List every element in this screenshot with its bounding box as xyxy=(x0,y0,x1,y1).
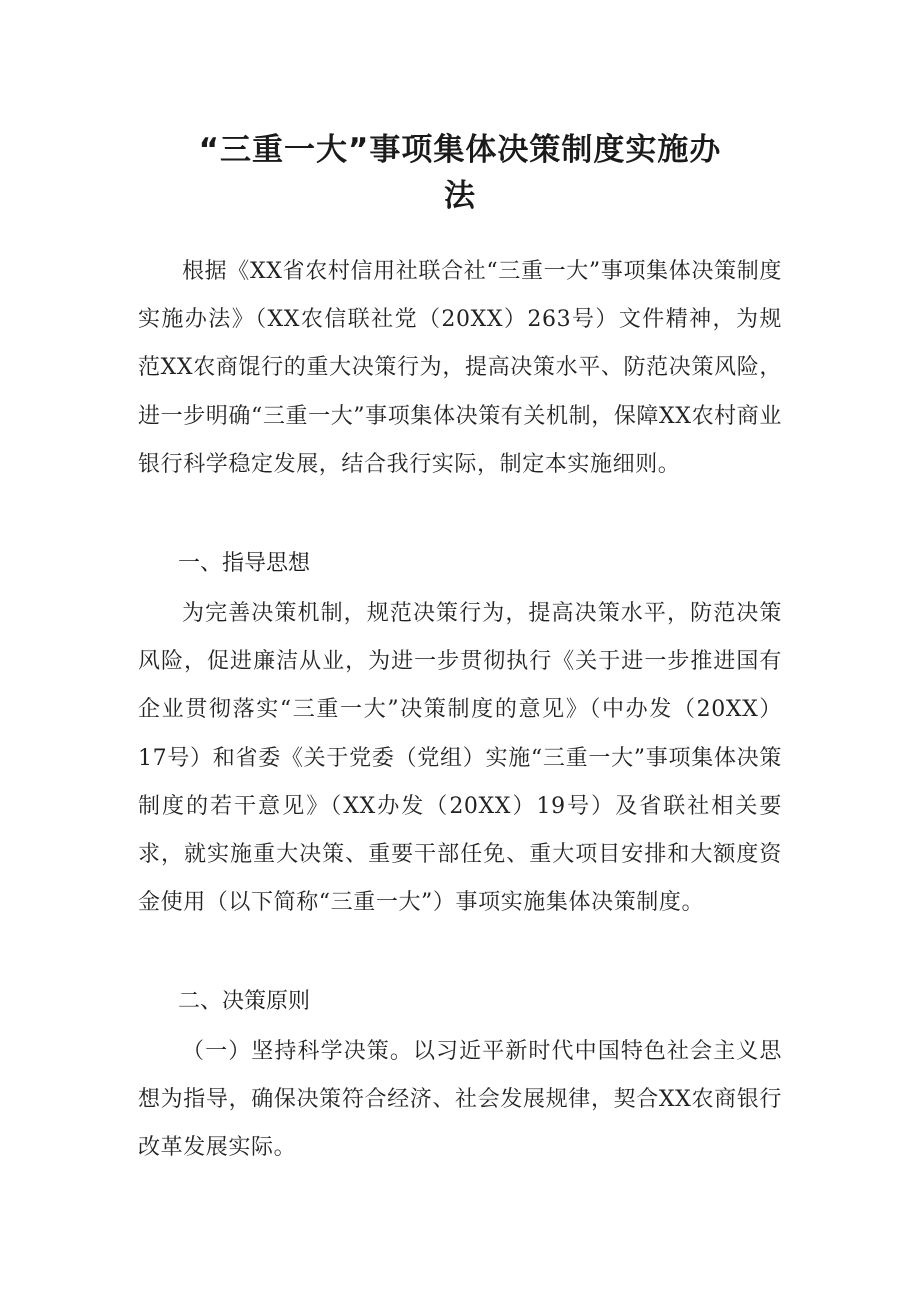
intro-block xyxy=(138,248,782,489)
document-title xyxy=(140,127,780,219)
section-1-heading-wrap xyxy=(138,540,310,588)
title-line-1: “三重一大”事项集体决策制度实施办 xyxy=(198,131,722,168)
section-2-block xyxy=(138,1028,782,1173)
title-line-2: 法 xyxy=(444,177,476,214)
intro-paragraph: 根据《XX省农村信用社联合社“三重一大”事项集体决策制度实施办法》（XX农信联社党（20XX）263号）文件精神，为规范XX农商馄行的重大决策行为，提高决策水平、防范决策风险，进一步明确“三重一大”事项集体决策有关机制，保障XX农村商业银行科学稳定发展，结合我行实际，制定本实施细则。 xyxy=(138,259,782,477)
section-2-heading: 二、决策原则 xyxy=(178,989,311,1014)
section-2-heading-wrap xyxy=(138,978,310,1026)
section-1-paragraph: 为完善决策机制，规范决策行为，提高决策水平，防范决策风险，促进廉洁从业，为进一步贯彻执行《关于进一步推进国有企业贯彻落实“三重一大”决策制度的意见》（中办发（20XX）17号）和省委《关于党委（党组）实施“三重一大”事项集体决策制度的若干意见》（XX办发（20XX）19号）及省联社相关要求，就实施重大决策、重要干部任免、重大项目安排和大额度资金使用（以下简称“三重一大”）事项实施集体决策制度。 xyxy=(138,601,782,916)
section-1-heading: 一、指导思想 xyxy=(178,551,311,576)
section-2-item-1: （一）坚持科学决策。以习近平新时代中国特色社会主义思想为指导，确保决策符合经济、社会发展规律，契合XX农商银行改革发展实际。 xyxy=(138,1039,782,1161)
section-1-block xyxy=(138,590,782,927)
